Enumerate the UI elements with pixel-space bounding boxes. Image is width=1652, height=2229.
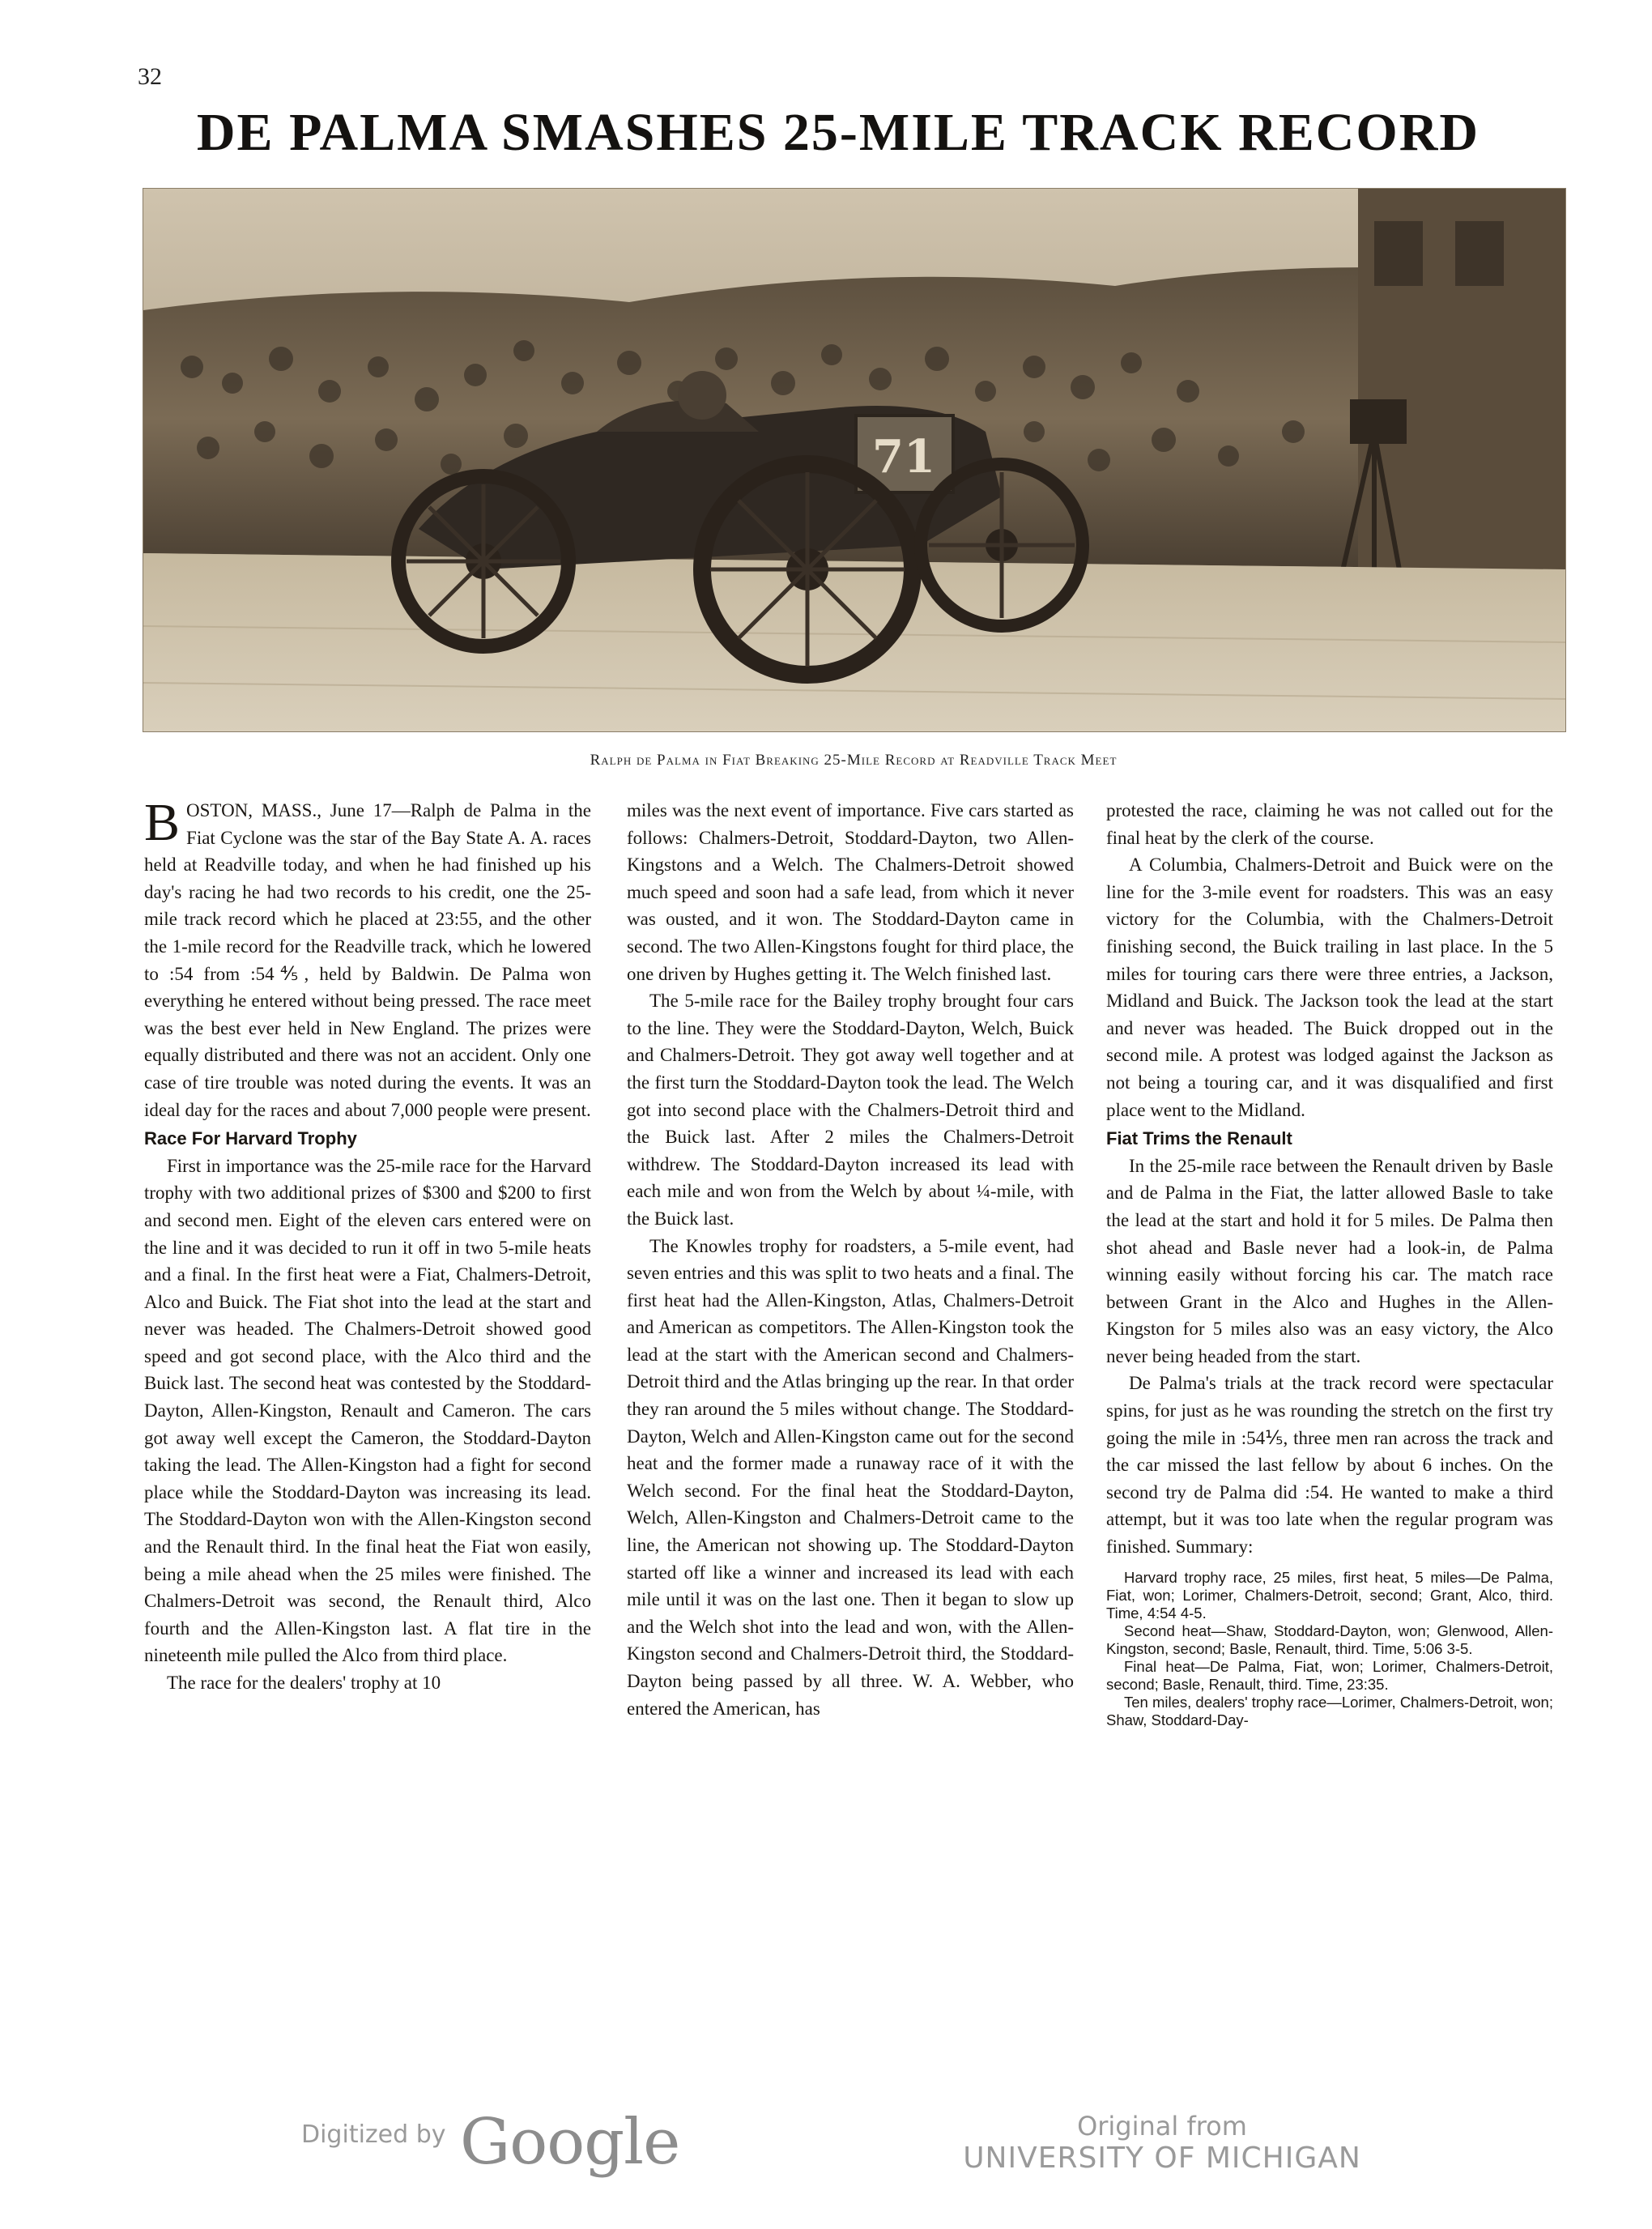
- lead-paragraph: [144, 793, 591, 1123]
- google-logo: Google: [460, 2106, 680, 2179]
- summary-entry: Ten miles, dealers' trophy race—Lorimer, Chalmers-Detroit, won; Shaw, Stoddard-Day-: [1106, 1693, 1553, 1728]
- column-1: [144, 793, 591, 1697]
- lead-text: OSTON, MASS., June 17—Ralph de Palma in the Fiat Cyclone was the star of the Bay State A. A. races held at Readville today, and when he had finished up his day's racing he had two records to his credit, one the 25-mile track record which he placed at 23:55, and the other the 1-mile record for the Readville track, which he lowered to :54 from :54⅘, held by Baldwin. De Palma won everything he entered without being pressed. The race meet was the best ever held in New England. The prizes were equally distributed and there was not an accident. Only one case of tire trouble was noted during the events. It was an ideal day for the races and about 7,000 people were present.: [144, 800, 591, 1120]
- paragraph: The Knowles trophy for roadsters, a 5-mile event, had seven entries and this was split to two heats and a final. The first heat had the Allen-Kingston, Atlas, Chalmers-Detroit and American as competitors. The Allen-Kingston took the lead at the start with the American second and Chalmers-Detroit third and the Atlas bringing up the rear. In that order they ran around the 5 miles without change. The Stoddard-Dayton, Welch and Allen-Kingston came out for the second heat and the former made a runaway race of it with the Welch second. For the final heat the Stoddard-Dayton, Welch, Allen-Kingston and Chalmers-Detroit came to the line, the American not showing up. The Stoddard-Dayton started off like a winner and increased its lead with each mile until it was on the last one. Then it began to slow up and the Welch shot into the lead and won, with the Allen-Kingston second and Chalmers-Detroit third, the Stoddard-Dayton being passed by all three. W. A. Webber, who entered the American, has: [627, 1235, 1074, 1719]
- paragraph: In the 25-mile race between the Renault driven by Basle and de Palma in the Fiat, the latter allowed Basle to take the lead at the start and hold it for 5 miles. De Palma then shot ahead and Basle never had a look-in, de Palma winning easily without forcing his car. The match race between Grant in the Alco and Hughes in the Allen-Kingston for 5 miles also was an easy victory, the Alco never being headed from the start.: [1106, 1155, 1553, 1366]
- car-number: 71: [872, 430, 935, 484]
- race-photo: [143, 188, 1566, 732]
- institution-name: UNIVERSITY OF MICHIGAN: [963, 2142, 1361, 2175]
- subhead-harvard-trophy: Race For Harvard Trophy: [144, 1128, 357, 1149]
- headline: DE PALMA SMASHES 25-MILE TRACK RECORD: [196, 103, 1480, 162]
- original-from-label: Original from: [1077, 2111, 1247, 2142]
- race-photo-illustration: [143, 189, 1565, 731]
- summary-entry: Harvard trophy race, 25 miles, first heat, 5 miles—De Palma, Fiat, won; Lorimer, Chalmers-Detroit, second; Grant, Alco, third. Time, 4:54 4-5.: [1106, 1568, 1553, 1622]
- race-summary: [1106, 1569, 1553, 1729]
- paragraph: miles was the next event of importance. Five cars started as follows: Chalmers-Detroit, Stoddard-Dayton, two Allen-Kingstons and a Welch. The Chalmers-Detroit showed much speed and soon had a safe lead, from which it never was ousted, and it won. The Stoddard-Dayton came in second. The two Allen-Kingstons fought for third place, the one driven by Hughes getting it. The Welch finished last.: [627, 800, 1074, 984]
- paragraph: The 5-mile race for the Bailey trophy brought four cars to the line. They were the Stoddard-Dayton, Welch, Buick and Chalmers-Detroit. They got away well together and at the first turn the Stoddard-Dayton took the lead. The Welch got into second place with the Chalmers-Detroit third and the Buick last. After 2 miles the Chalmers-Detroit withdrew. The Stoddard-Dayton increased its lead with each mile and won from the Welch by about ¼-mile, with the Buick last.: [627, 991, 1074, 1229]
- summary-entry: Second heat—Shaw, Stoddard-Dayton, won; Glenwood, Allen-Kingston, second; Basle, Renault, third. Time, 5:06 3-5.: [1106, 1622, 1553, 1657]
- column-2: [627, 797, 1074, 1722]
- page-number: 32: [138, 63, 162, 90]
- paragraph: First in importance was the 25-mile race for the Harvard trophy with two additional prizes of $300 and $200 to first and second men. Eight of the eleven cars entered were on the line and it was decided to run it off in two 5-mile heats and a final. In the first heat were a Fiat, Chalmers-Detroit, Alco and Buick. The Fiat shot into the lead at the start and never was headed. The Chalmers-Detroit showed good speed and got second place, with the Alco third and the Buick last. The second heat was contested by the Stoddard-Dayton, Allen-Kingston, Renault and Cameron. The cars got away well except the Cameron, the Stoddard-Dayton taking the lead. The Allen-Kingston had a fight for second place while the Stoddard-Dayton was increasing its lead. The Stoddard-Dayton won with the Allen-Kingston second and the Renault third. In the final heat the Fiat won easily, being a mile ahead when the 25 miles were finished. The Chalmers-Detroit was second, the Renault third, Alco fourth and the Allen-Kingston last. A flat tire in the nineteenth mile pulled the Alco from third place.: [144, 1155, 591, 1666]
- paragraph: De Palma's trials at the track record were spectacular spins, for just as he was rounding the stretch on the first try going the mile in :54⅕, three men ran across the track and the car missed the last fellow by about 6 inches. On the second try de Palma did :54. He wanted to make a third attempt, but it was too late when the regular program was finished. Summary:: [1106, 1373, 1553, 1558]
- paragraph: protested the race, claiming he was not called out for the final heat by the clerk of the course.: [1106, 800, 1553, 848]
- digitized-by-label: Digitized by: [301, 2120, 446, 2149]
- paragraph: The race for the dealers' trophy at 10: [167, 1673, 441, 1693]
- column-3: [1106, 797, 1553, 1729]
- provenance-note: [956, 2111, 1369, 2175]
- photo-caption: Ralph de Palma in Fiat Breaking 25-Mile Record at Readville Track Meet: [590, 752, 1118, 769]
- paragraph: A Columbia, Chalmers-Detroit and Buick were on the line for the 3-mile event for roadsters. This was an easy victory for the Columbia, with the Chalmers-Detroit finishing second, the Buick trailing in last place. In the 5 miles for touring cars there were three entries, a Jackson, Midland and Buick. The Jackson took the lead at the start and never was headed. The Buick dropped out in the second mile. A protest was lodged against the Jackson as not being a touring car, and it was disqualified and first place went to the Midland.: [1106, 855, 1553, 1120]
- drop-cap: B: [144, 793, 181, 852]
- summary-entry: Final heat—De Palma, Fiat, won; Lorimer, Chalmers-Detroit, second; Basle, Renault, third. Time, 23:35.: [1106, 1657, 1553, 1693]
- subhead-fiat-trims-renault: Fiat Trims the Renault: [1106, 1128, 1292, 1149]
